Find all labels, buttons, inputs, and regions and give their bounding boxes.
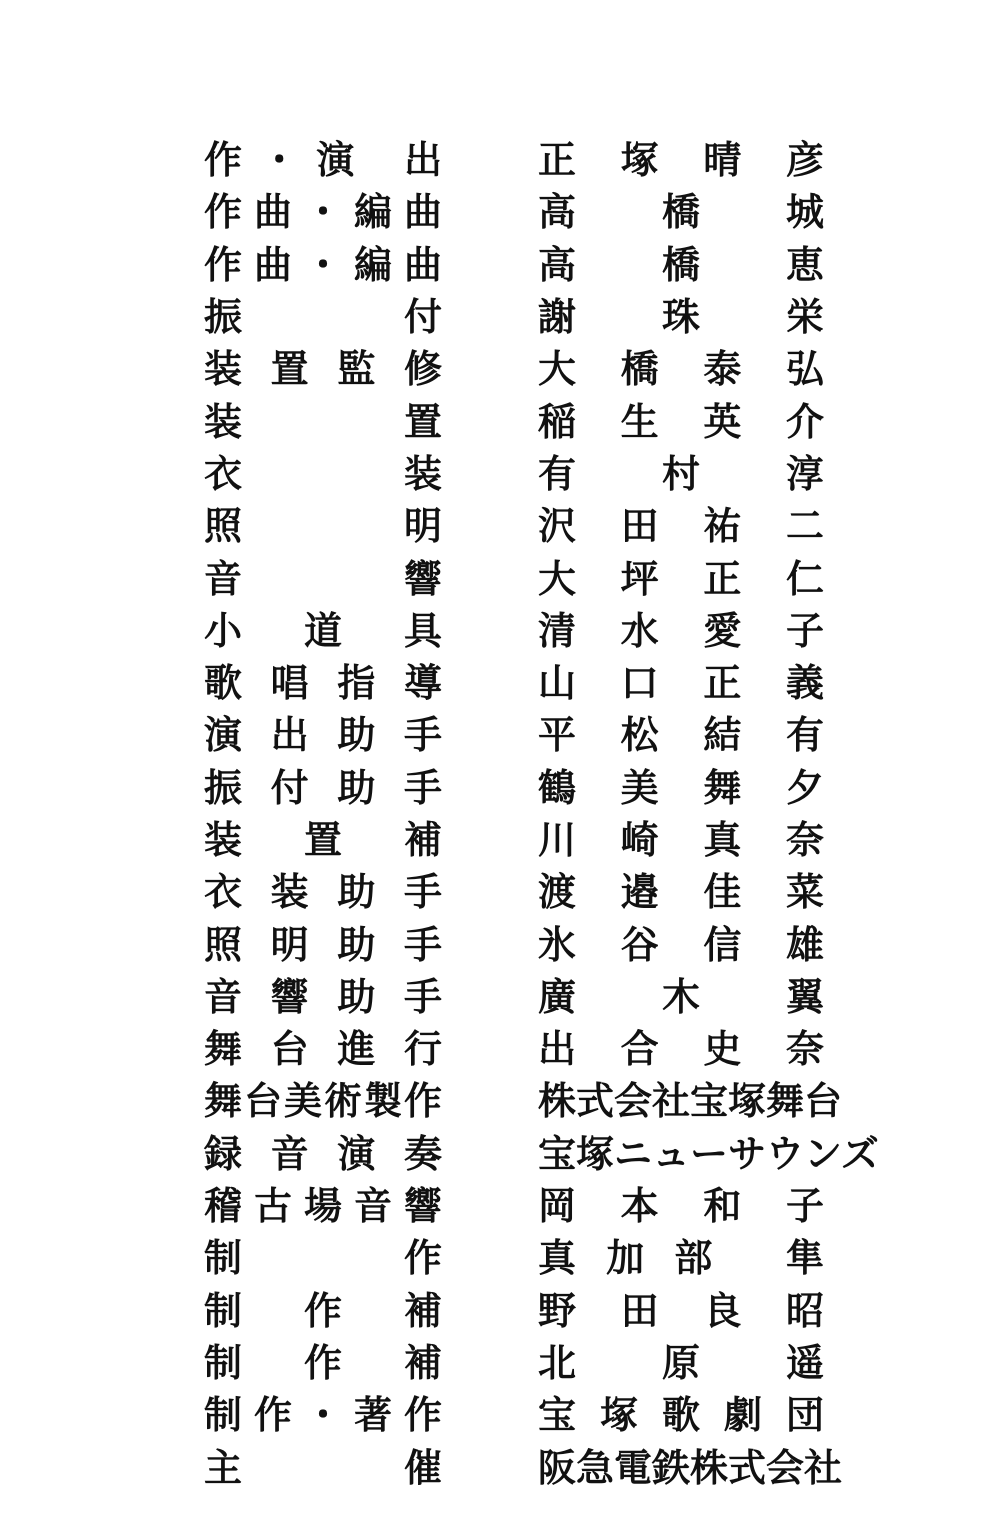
credit-row (204, 1128, 879, 1180)
credit-row (204, 395, 824, 447)
credit-name: 正 塚 晴 彦 (538, 138, 824, 183)
credit-role: 舞 台 進 行 (204, 1027, 442, 1072)
credit-name: 謝 珠 栄 (538, 295, 824, 340)
credit-row (204, 1023, 824, 1075)
credit-name: 氷 谷 信 雄 (538, 922, 824, 967)
credit-role: 小 道 具 (204, 608, 442, 653)
credit-name: 川 崎 真 奈 (538, 818, 824, 862)
credit-role: 主 催 (204, 1445, 442, 1490)
credit-row (204, 448, 824, 500)
credit-name: 沢 田 祐 二 (538, 504, 824, 549)
credit-name: 大 坪 正 仁 (538, 556, 824, 601)
credit-row (204, 1075, 843, 1127)
credit-name: 宝塚ニューサウンズ (538, 1131, 879, 1176)
credit-row (204, 343, 824, 395)
credit-role: 作・演 出 (204, 138, 442, 183)
credit-row (204, 552, 824, 604)
credit-role: 照 明 (204, 504, 442, 549)
credit-role: 録 音 演 奏 (204, 1131, 442, 1176)
credit-name: 山 口 正 義 (538, 661, 824, 706)
credit-role: 制 作 補 (204, 1288, 442, 1333)
credit-role: 制 作 補 (204, 1340, 442, 1385)
credit-role: 音 響 助 手 (204, 974, 442, 1019)
credit-row (204, 605, 824, 657)
credit-row (204, 239, 824, 291)
credit-name: 廣 木 翼 (538, 974, 824, 1019)
credit-name: 稲 生 英 介 (538, 399, 824, 444)
credit-role: 作曲・編曲 (204, 190, 442, 235)
credit-role: 作曲・編曲 (204, 242, 442, 287)
credit-role: 照 明 助 手 (204, 922, 442, 967)
credit-name: 宝 塚 歌 劇 団 (538, 1393, 824, 1438)
credit-name: 渡 邉 佳 菜 (538, 870, 824, 915)
credit-row (204, 500, 824, 552)
credit-name: 鶴 美 舞 夕 (538, 765, 824, 810)
credit-row (204, 866, 824, 918)
credit-role: 歌 唱 指 導 (204, 661, 442, 706)
credit-row (204, 186, 824, 238)
credit-role: 振 付 (204, 295, 442, 340)
credit-row (204, 709, 824, 761)
credit-role: 制 作 (204, 1236, 442, 1281)
credit-role: 制作・著作 (204, 1393, 442, 1438)
credit-row (204, 1180, 824, 1232)
credit-row (204, 1285, 824, 1337)
credit-role: 音 響 (204, 556, 442, 601)
credit-role: 衣 装 助 手 (204, 870, 442, 915)
credit-role: 舞台美術製作 (204, 1079, 442, 1124)
credit-row (204, 1441, 843, 1493)
credit-name: 阪急電鉄株式会社 (538, 1445, 843, 1490)
credit-row (204, 814, 824, 866)
credit-role: 衣 装 (204, 451, 442, 496)
credit-role: 装 置 監 修 (204, 347, 442, 392)
credit-role: 稽古場音響 (204, 1184, 442, 1229)
credits-list (204, 134, 879, 1494)
credit-name: 高 橋 恵 (538, 242, 824, 287)
credit-row (204, 657, 824, 709)
credit-name: 野 田 良 昭 (538, 1288, 824, 1333)
credit-name: 北 原 遥 (538, 1340, 824, 1385)
credit-role: 装 置 (204, 399, 442, 444)
credit-row (204, 134, 824, 186)
credit-name: 大 橋 泰 弘 (538, 347, 824, 392)
credit-name: 有 村 淳 (538, 451, 824, 496)
credit-row (204, 1232, 824, 1284)
credit-name: 清 水 愛 子 (538, 608, 824, 653)
credit-row (204, 762, 824, 814)
credit-name: 高 橋 城 (538, 190, 824, 235)
credit-name: 岡 本 和 子 (538, 1184, 824, 1229)
credit-row (204, 971, 824, 1023)
credit-row (204, 291, 824, 343)
credit-row (204, 1389, 824, 1441)
credit-name: 真加部 隼 (538, 1236, 824, 1281)
credit-role: 装 置 補 (204, 818, 442, 862)
credit-name: 株式会社宝塚舞台 (538, 1079, 843, 1124)
credit-row (204, 1337, 824, 1389)
credit-name: 出 合 史 奈 (538, 1027, 824, 1072)
credit-name: 平 松 結 有 (538, 713, 824, 758)
credit-role: 振 付 助 手 (204, 765, 442, 810)
credit-row (204, 918, 824, 970)
credit-role: 演 出 助 手 (204, 713, 442, 758)
